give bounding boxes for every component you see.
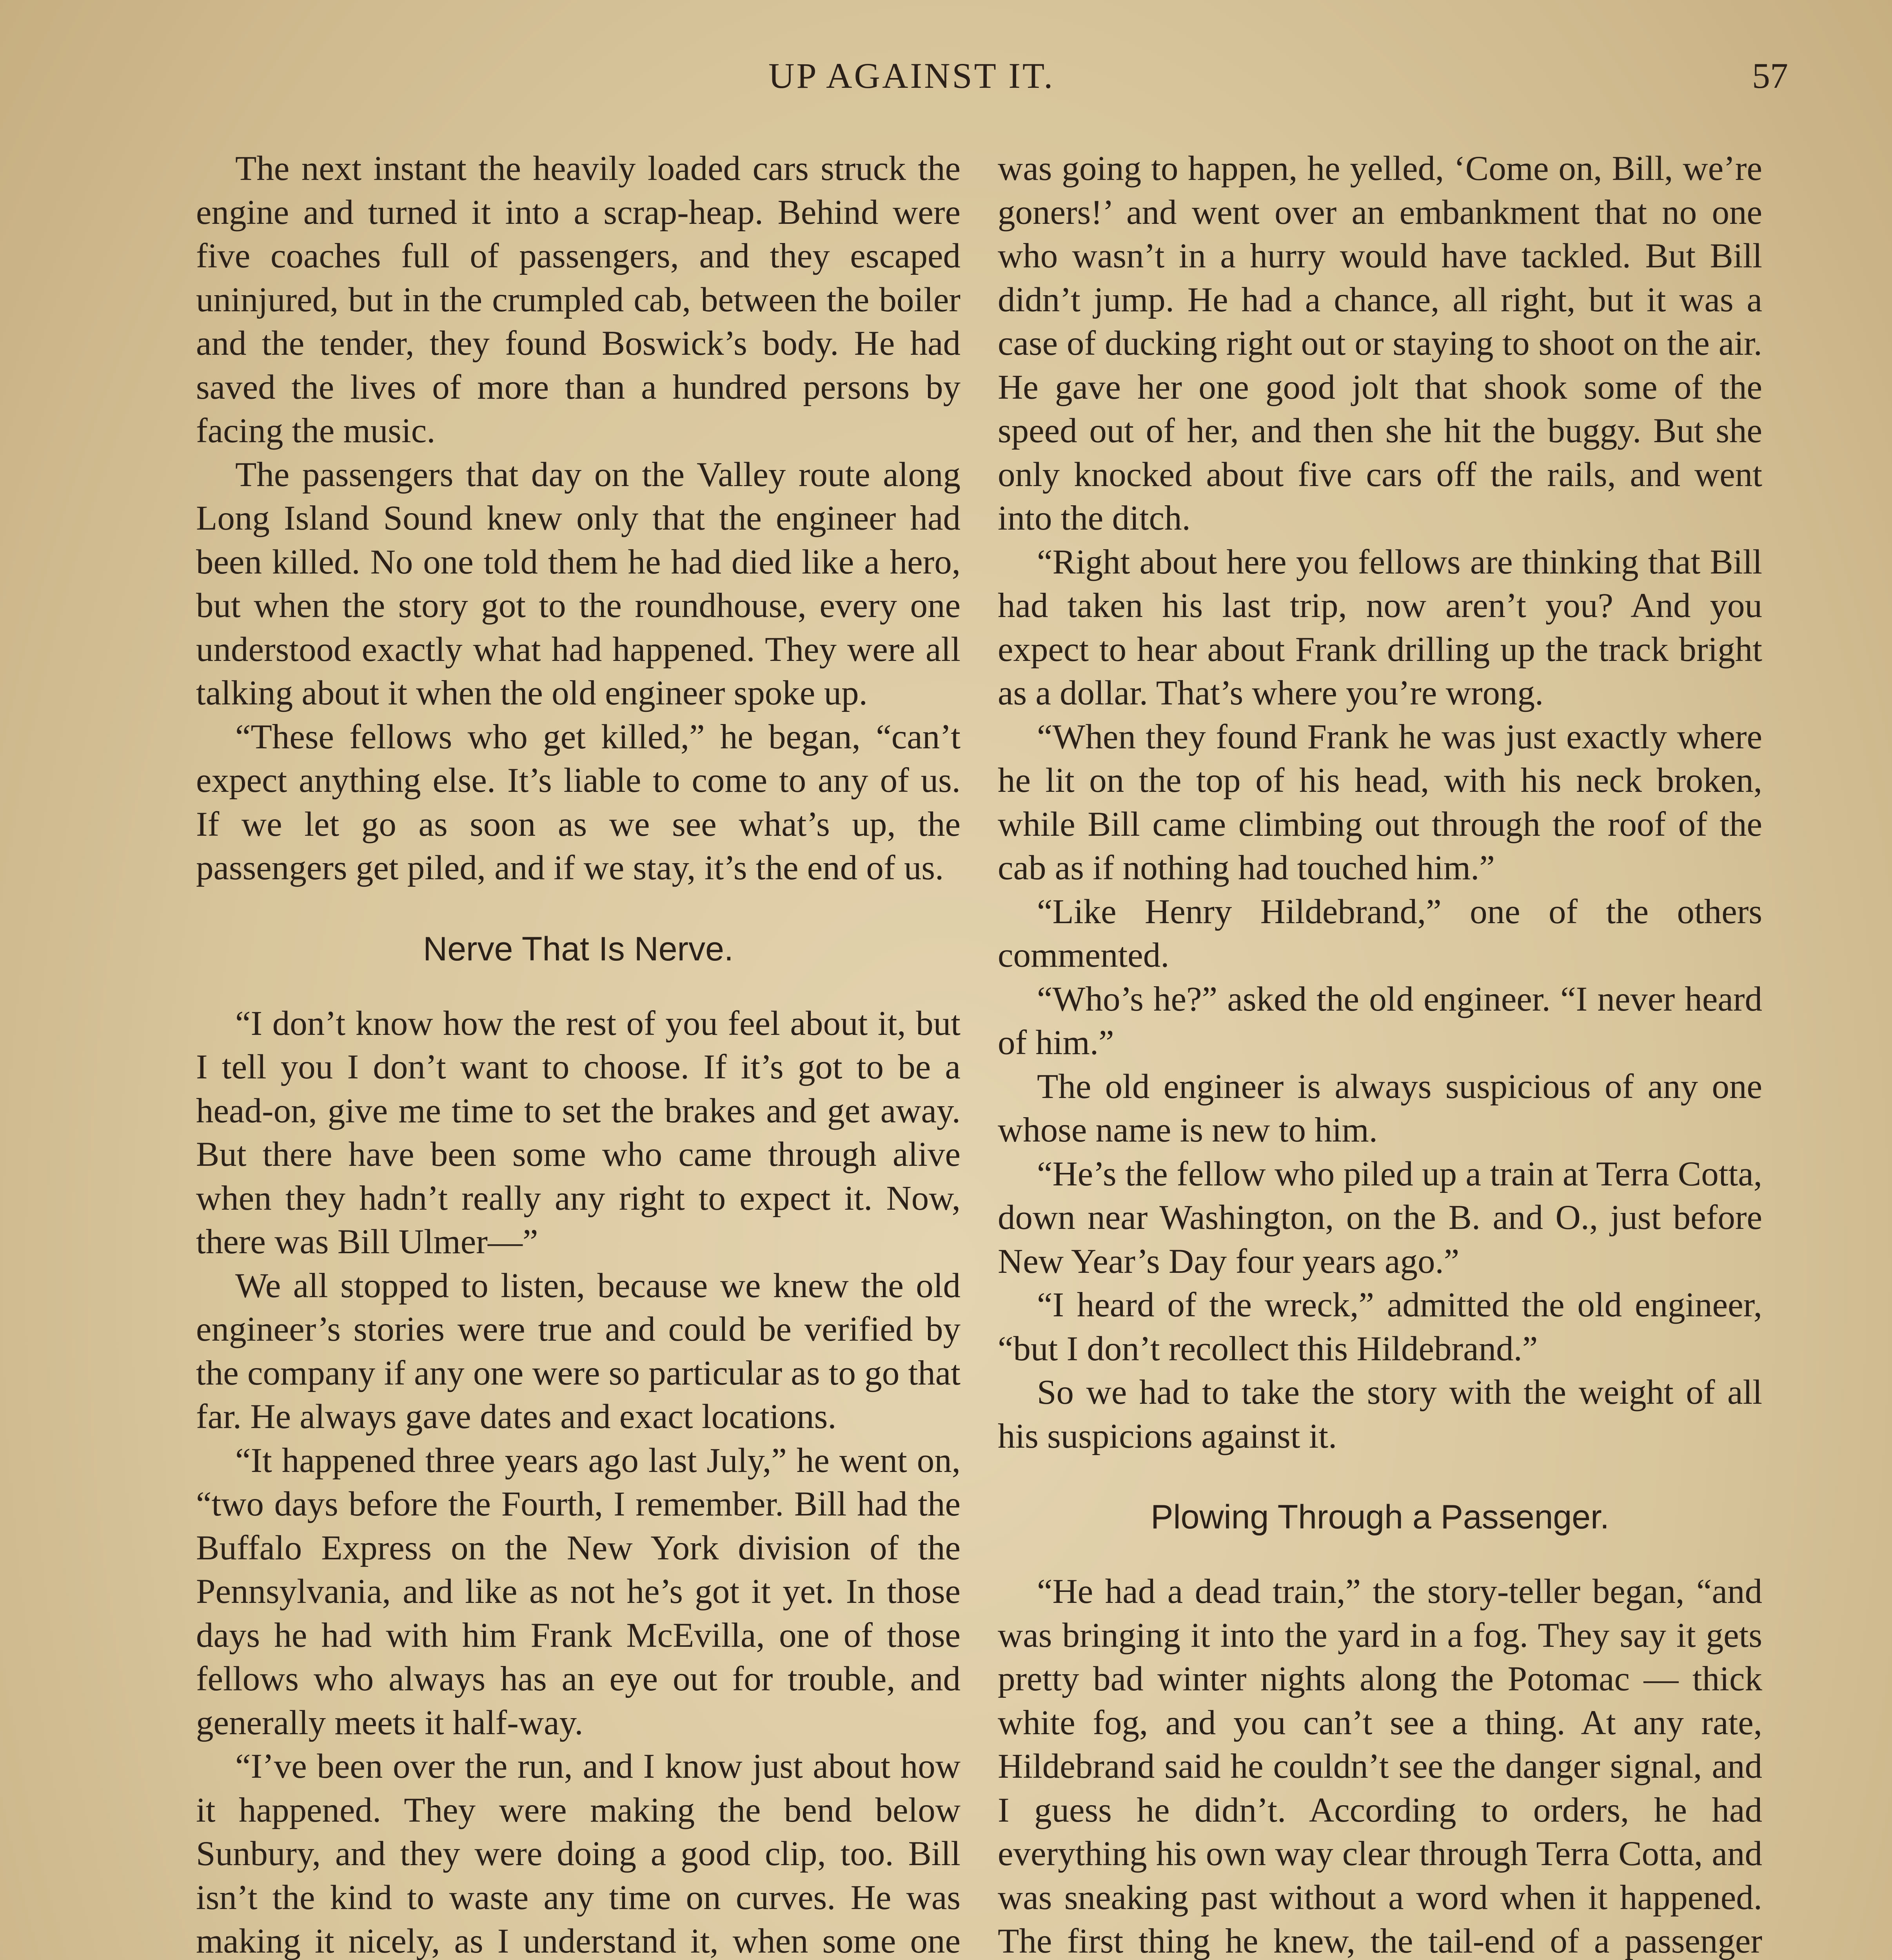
paragraph: “Who’s he?” asked the old engineer. “I never heard of him.” (998, 980, 1762, 1062)
paragraph: “When they found Frank he was just exactly where he lit on the top of his head, with his neck broken, while Bill came climbing out through the roof of the cab as if nothing had touched him.” (998, 717, 1762, 887)
right-column (998, 147, 1762, 1960)
section-heading: Plowing Through a Passenger. (1151, 1498, 1609, 1536)
paragraph: was going to happen, he yelled, ‘Come on, Bill, we’re goners!’ and went over an embankment that no one who wasn’t in a hurry would have tackled. But Bill didn’t jump. He had a chance, all right, but it was a case of ducking right out or staying to shoot on the air. He gave her one good jolt that shook some of the speed out of her, and then she hit the buggy. But she only knocked about five cars off the rails, and went into the ditch. (998, 149, 1762, 537)
paragraph: The passengers that day on the Valley route along Long Island Sound knew only that the engineer had been killed. No one told them he had died like a hero, but when the story got to the roundhouse, every one understood exactly what had happened. They were all talking about it when the old engineer spoke up. (196, 455, 961, 712)
paragraph: So we had to take the story with the weight of all his suspicions against it. (998, 1373, 1762, 1455)
paragraph: The old engineer is always suspicious of any one whose name is new to him. (998, 1067, 1762, 1149)
paragraph: “I don’t know how the rest of you feel about it, but I tell you I don’t want to choose. If it’s got to be a head-on, give me time to set the brakes and get away. But there have been some who came through alive when they hadn’t really any right to expect it. Now, there was Bill Ulmer—” (196, 1004, 961, 1261)
paragraph: “He had a dead train,” the story-teller began, “and was bringing it into the yard in a fog. They say it gets pretty bad winter nights along the Potomac — thick white fog, and you can’t see a thing. At any rate, Hildebrand said he couldn’t see the danger signal, and I guess he didn’t. According to orders, he had everything his own way clear through Terra Cotta, and was sneaking past without a word when it happened. The first thing he knew, the tail-end of a passenger (998, 1572, 1762, 1960)
paragraph: “It happened three years ago last July,” he went on, “two days before the Fourth, I remember. Bill had the Buffalo Express on the New York division of the Pennsylvania, and like as not he’s got it yet. In those days he had with him Frank McEvilla, one of those fellows who always has an eye out for trouble, and generally meets it half-way. (196, 1441, 961, 1742)
paragraph: “I heard of the wreck,” admitted the old engineer, “but I don’t recollect this Hildebrand.” (998, 1286, 1762, 1368)
paragraph: “I’ve been over the run, and I know just about how it happened. They were making the bend below Sunbury, and they were doing a good clip, too. Bill isn’t the kind to waste any time on curves. He was making it nicely, as I understand it, when some one (196, 1747, 961, 1960)
page-number: 57 (1752, 56, 1788, 96)
paragraph: “Right about here you fellows are thinking that Bill had taken his last trip, now aren’t you? And you expect to hear about Frank drilling up the track bright as a dollar. That’s where you’re wrong. (998, 543, 1762, 712)
section-heading: Nerve That Is Nerve. (423, 930, 734, 968)
running-title: UP AGAINST IT. (768, 56, 1055, 96)
left-column (196, 147, 961, 1960)
paragraph: We all stopped to listen, because we knew the old engineer’s stories were true and could be verified by the company if any one were so particular as to go that far. He always gave dates and exact locations. (196, 1266, 961, 1436)
paragraph: “Like Henry Hildebrand,” one of the others commented. (998, 892, 1762, 975)
paragraph: The next instant the heavily loaded cars struck the engine and turned it into a scrap-heap. Behind were five coaches full of passengers, and they escaped uninjured, but in the crumpled cab, between the boiler and the tender, they found Boswick’s body. He had saved the lives of more than a hundred persons by facing the music. (196, 149, 961, 450)
paragraph: “He’s the fellow who piled up a train at Terra Cotta, down near Washington, on the B. and O., just before New Year’s Day four years ago.” (998, 1154, 1762, 1281)
running-head (0, 55, 1892, 102)
paragraph: “These fellows who get killed,” he began, “can’t expect anything else. It’s liable to come to any of us. If we let go as soon as we see what’s up, the passengers get piled, and if we stay, it’s the end of us. (196, 717, 961, 887)
